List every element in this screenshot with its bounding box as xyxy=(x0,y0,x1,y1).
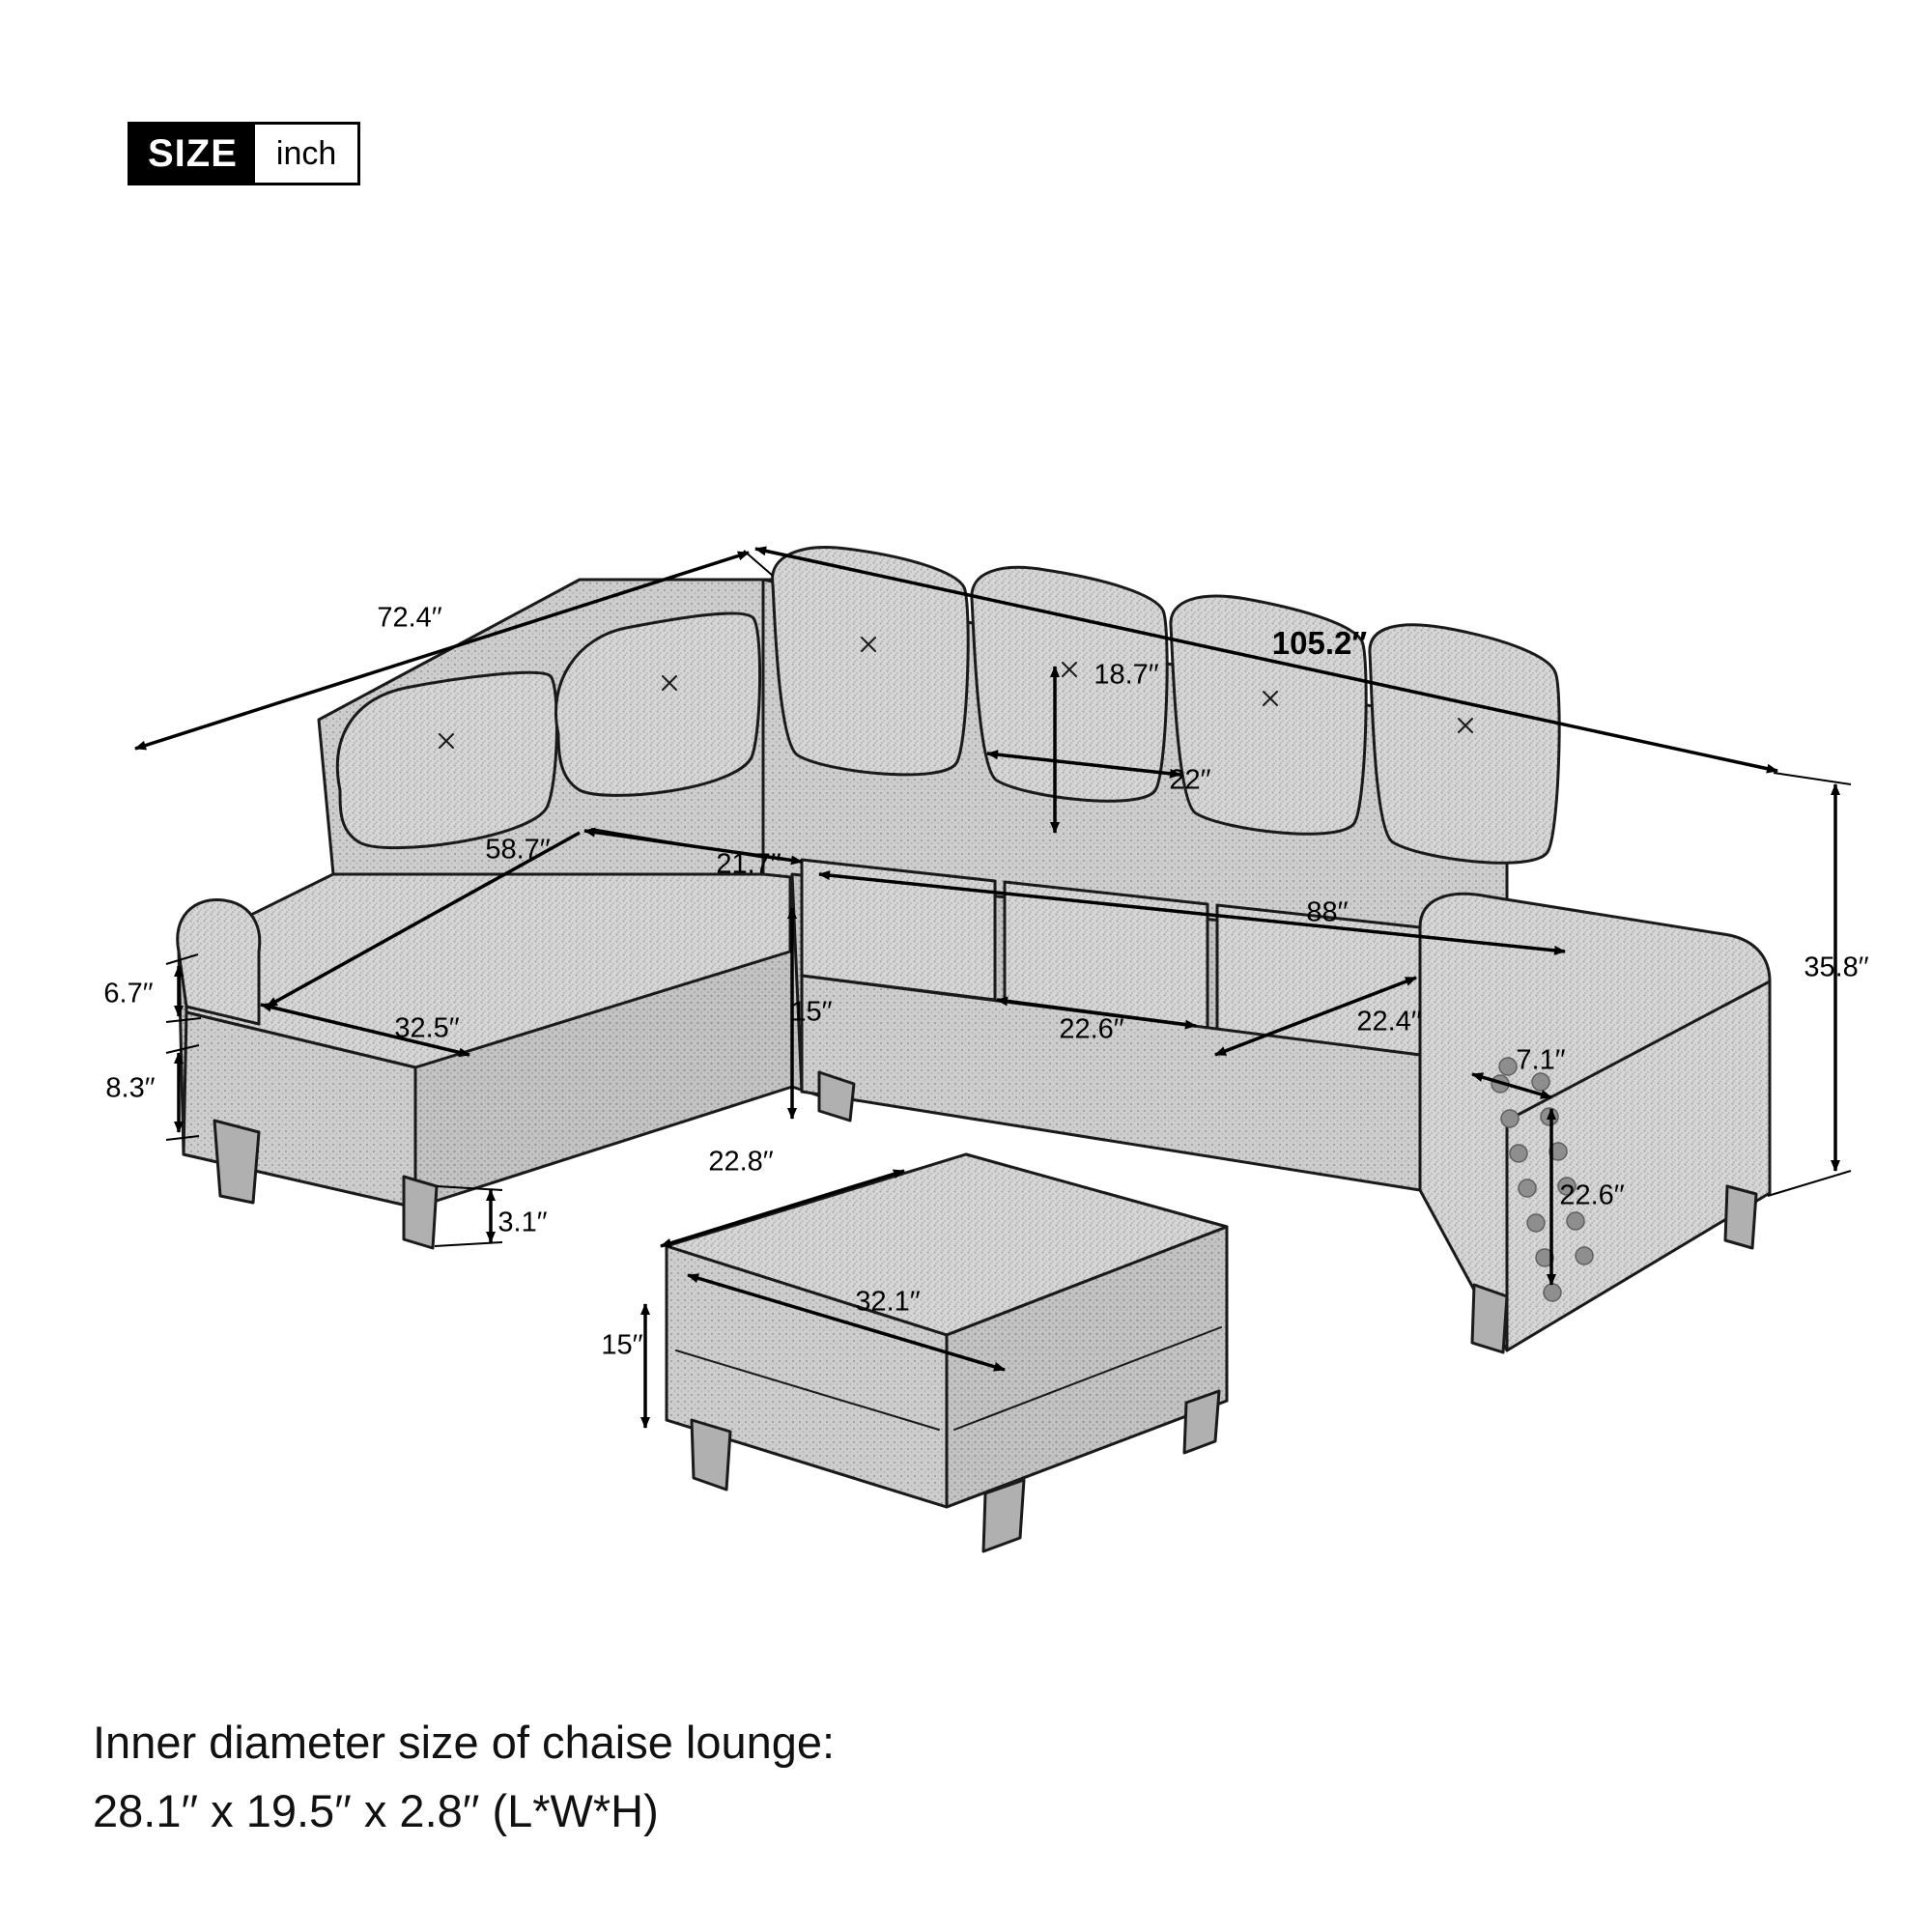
dim-label-8-3: 8.3′′ xyxy=(105,1072,156,1104)
caption-line-2: 28.1′′ x 19.5′′ x 2.8′′ (L*W*H) xyxy=(93,1785,659,1837)
chaise-leg-right xyxy=(404,1177,437,1248)
back-cushion-right-4 xyxy=(1370,625,1559,864)
chaise-arm xyxy=(178,900,260,1024)
dim-label-72-4: 72.4′′ xyxy=(377,602,442,634)
dim-label-7-1: 7.1′′ xyxy=(1516,1044,1566,1076)
caption-line-1: Inner diameter size of chaise lounge: xyxy=(93,1717,836,1768)
back-cushion-right-1 xyxy=(773,548,969,775)
dim-label-22-4: 22.4′′ xyxy=(1356,1006,1422,1037)
dim-label-3-1: 3.1′′ xyxy=(497,1207,548,1238)
dim-label-58-7: 58.7′′ xyxy=(485,834,551,866)
dim-label-35-8: 35.8′′ xyxy=(1804,952,1869,983)
dim-label-18-7: 18.7′′ xyxy=(1094,659,1159,691)
chaise-leg-front xyxy=(214,1121,259,1203)
dim-label-22-6-a: 22.6′′ xyxy=(1059,1013,1124,1045)
dim-label-6-7: 6.7′′ xyxy=(103,978,154,1009)
dim-label-22-8: 22.8′′ xyxy=(708,1146,774,1178)
dim-label-22: 22′′ xyxy=(1169,764,1211,796)
dim-label-32-1: 32.1′′ xyxy=(855,1286,921,1318)
dim-label-105-2: 105.2′′ xyxy=(1271,625,1368,661)
dim-label-88: 88′′ xyxy=(1306,896,1349,928)
size-badge-label: SIZE xyxy=(130,125,255,183)
caption-block xyxy=(93,1708,1252,1846)
size-badge-unit: inch xyxy=(255,125,357,183)
dim-label-21-7: 21.7′′ xyxy=(716,848,781,880)
ottoman-leg-left xyxy=(692,1420,730,1490)
ottoman-leg-right xyxy=(1184,1391,1219,1453)
right-arm xyxy=(1420,894,1770,1350)
dim-label-22-6-b: 22.6′′ xyxy=(1559,1179,1625,1211)
dim-label-15-b: 15′′ xyxy=(601,1329,643,1361)
sofa-leg-back-right xyxy=(1725,1186,1756,1248)
dim-label-15-a: 15′′ xyxy=(790,996,833,1028)
sofa-leg-front-right xyxy=(1472,1285,1507,1352)
dim-label-32-5: 32.5′′ xyxy=(394,1012,460,1044)
ottoman-leg-front xyxy=(983,1480,1024,1551)
